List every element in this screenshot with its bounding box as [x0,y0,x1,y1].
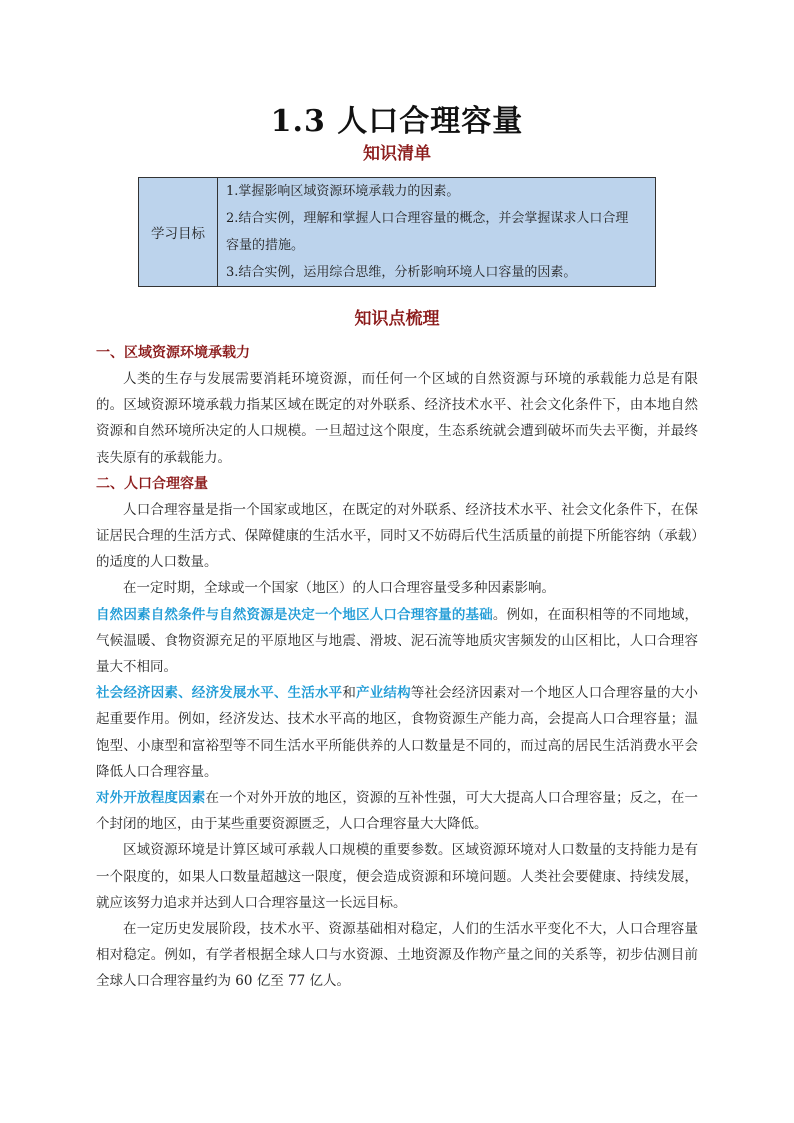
section-1-paragraph: 人类的生存与发展需要消耗环境资源，而任何一个区域的自然资源与环境的承载能力总是有限的。区域资源环境承载力指某区域在既定的对外联系、经济技术水平、社会文化条件下，由本地自然资源和自然环境所决定的人口规模。一旦超过这个限度，生态系统就会遭到破坏而失去平衡，并最终丧失原有的承载能力。 [96,371,698,466]
goal-item: 1.掌握影响区域资源环境承载力的因素。 [226,184,460,199]
goal-item: 3.结合实例，运用综合思维，分析影响环境人口容量的因素。 [226,265,577,280]
section-2-heading: 二、人口合理容量 [96,475,208,492]
highlight-socioeconomic-factor: 社会经济因素、经济发展水平、生活水平 [96,685,343,702]
goal-item: 2.结合实例，理解和掌握人口合理容量的概念，并会掌握谋求人口合理 [226,211,629,226]
section-2-paragraph-natural [96,602,698,681]
highlight-industry-structure: 产业结构 [356,685,411,702]
section-2-paragraph-estimate: 在一定历史发展阶段，技术水平、资源基础相对稳定，人们的生活水平变化不大，人口合理容量相对稳定。例如，有学者根据全球人口与水资源、土地资源及作物产量之间的关系等，初步估测目前全球人口合理容量约为 60 亿至 77 亿人。 [96,921,698,990]
goal-item: 容量的措施。 [226,238,305,253]
section-2-paragraph-socioeconomic [96,680,698,785]
learning-goals-table [138,177,656,287]
section-2-paragraph-factors-intro: 在一定时期，全球或一个国家（地区）的人口合理容量受多种因素影响。 [123,580,555,597]
highlight-natural-factor: 自然因素自然条件与自然资源是决定一个地区人口合理容量的基础 [96,606,493,623]
section-2-paragraph-definition: 人口合理容量是指一个国家或地区，在既定的对外联系、经济技术水平、社会文化条件下，在保证居民合理的生活方式、保障健康的生活水平，同时又不妨碍后代生活质量的前提下所能容纳（承载）的适度的人口数量。 [96,501,698,571]
section-2-paragraph-openness [96,785,698,837]
page-subtitle: 知识清单 [363,144,431,164]
goals-items-cell [218,178,656,287]
section-2-paragraph-environment: 区域资源环境是计算区域可承载人口规模的重要参数。区域资源环境对人口数量的支持能力是有一个限度的，如果人口数量超越这一限度，便会造成资源和环境问题。人类社会要健康、持续发展，就应该努力追求并达到人口合理容量这一长远目标。 [96,842,698,911]
goals-label-cell: 学习目标 [139,178,218,287]
highlight-openness-factor: 对外开放程度因素 [96,790,206,807]
openness-factor-text: 在一个对外开放的地区，资源的互补性强，可大大提高人口合理容量；反之，在一个封闭的地区，由于某些重要资源匮乏，人口合理容量大大降低。 [96,790,699,833]
page-title: 1.3 人口合理容量 [270,104,524,139]
content-body [96,340,698,995]
section-heading: 知识点梳理 [354,309,440,329]
natural-factor-text: 。例如，在面积相等的不同地域，气候温暖、食物资源充足的平原地区与地震、滑坡、泥石流等地质灾害频发的山区相比，人口合理容量大不相同。 [96,606,699,676]
section-1-heading: 一、区域资源环境承载力 [96,345,250,361]
conjunction-text: 和 [342,685,357,702]
socioeconomic-factor-text: 等社会经济因素对一个地区人口合理容量的大小起重要作用。例如，经济发达、技术水平高的地区，食物资源生产能力高，会提高人口合理容量；温饱型、小康型和富裕型等不同生活水平所能供养的人口数量是不同的，而过高的居民生活消费水平会降低人口合理容量。 [96,685,699,780]
